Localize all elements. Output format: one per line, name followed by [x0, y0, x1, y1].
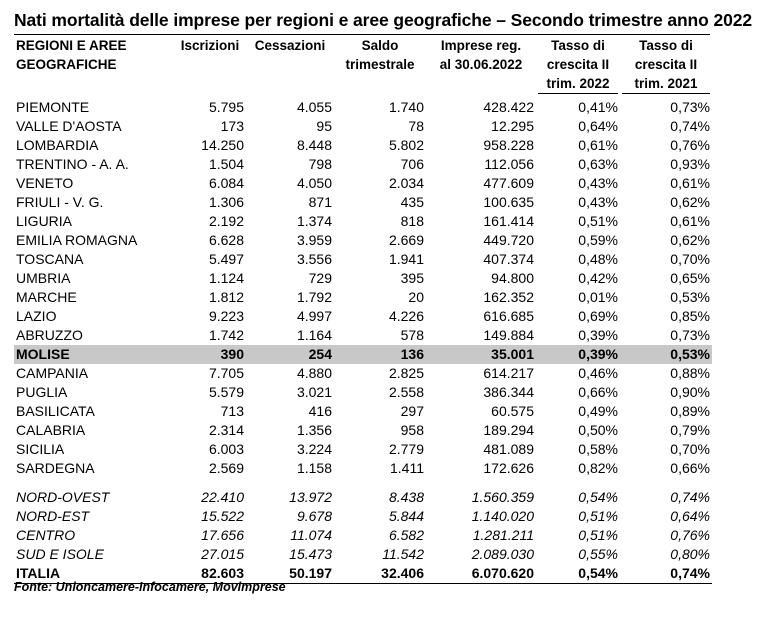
cell-cessazioni: 254: [246, 345, 334, 364]
cell-saldo: 818: [400, 213, 424, 229]
cell-tasso-2022: 0,51%: [578, 508, 618, 524]
table-row: [14, 231, 712, 250]
cell-imprese: 172.626: [483, 460, 534, 476]
cell-tasso-2022: 0,41%: [578, 99, 618, 115]
cell-tasso-2021: 0,73%: [670, 99, 710, 115]
cell-imprese: 189.294: [483, 422, 534, 438]
cell-tasso-2021: 0,89%: [670, 403, 710, 419]
cell-tasso-2021: 0,80%: [670, 546, 710, 562]
cell-cessazioni: 3.021: [296, 384, 332, 400]
cell-tasso-2021: 0,76%: [670, 527, 710, 543]
cell-tasso-2021: 0,79%: [670, 422, 710, 438]
cell-cessazioni: 13.972: [289, 489, 332, 505]
cell-saldo: 1.740: [388, 99, 424, 115]
cell-tasso-2021: 0,90%: [670, 384, 710, 400]
cell-iscrizioni: 1.306: [208, 194, 244, 210]
cell-iscrizioni: 6.003: [208, 441, 244, 457]
cell-tasso-2022: 0,59%: [578, 232, 618, 248]
cell-tasso-2021: 0,65%: [670, 270, 710, 286]
cell-saldo: 1.411: [390, 460, 424, 476]
cell-cessazioni: 4.055: [296, 99, 332, 115]
cell-cessazioni: 9.678: [296, 508, 332, 524]
cell-iscrizioni: 1.812: [208, 289, 244, 305]
cell-imprese: 2.089.030: [471, 546, 534, 562]
cell-imprese: 60.575: [491, 403, 534, 419]
cell-imprese: 386.344: [483, 384, 534, 400]
cell-saldo: 706: [400, 156, 424, 172]
cell-cessazioni: 15.473: [289, 546, 332, 562]
cell-iscrizioni: 1.504: [208, 156, 244, 172]
cell-saldo: 435: [400, 194, 424, 210]
cell-saldo: 11.542: [382, 546, 424, 562]
cell-region-name: CALABRIA: [16, 422, 86, 438]
cell-tasso-2021: 0,93%: [670, 156, 710, 172]
header-tasso-2022: Tasso di crescita II trim. 2022: [536, 36, 620, 94]
cell-iscrizioni: 27.015: [201, 546, 244, 562]
cell-cessazioni: 95: [316, 118, 332, 134]
cell-region-name: LAZIO: [16, 308, 57, 324]
header-iscrizioni: Iscrizioni: [180, 38, 240, 53]
cell-imprese: 614.217: [483, 365, 534, 381]
cell-iscrizioni: 2.569: [208, 460, 244, 476]
cell-tasso-2022: 0,48%: [578, 251, 618, 267]
cell-tasso-2021: 0,61%: [670, 175, 710, 191]
cell-iscrizioni: 17.656: [201, 527, 244, 543]
cell-tasso-2022: 0,54%: [578, 489, 618, 505]
section-spacer: [14, 478, 712, 488]
cell-saldo: 297: [400, 403, 424, 419]
data-table: [14, 36, 712, 584]
cell-tasso-2022: 0,46%: [578, 365, 618, 381]
cell-tasso-2021: 0,74%: [670, 489, 710, 505]
cell-cessazioni: 4.880: [296, 365, 332, 381]
cell-tasso-2022: 0,61%: [578, 137, 618, 153]
cell-tasso-2021: 0,66%: [670, 460, 710, 476]
cell-tasso-2022: 0,49%: [578, 403, 618, 419]
cell-iscrizioni: 2.192: [208, 213, 244, 229]
cell-iscrizioni: 5.795: [208, 99, 244, 115]
table-row: [14, 288, 712, 307]
cell-cessazioni: 3.224: [296, 441, 332, 457]
cell-cessazioni: 798: [308, 156, 332, 172]
cell-iscrizioni: 1.742: [208, 327, 244, 343]
cell-region-name: PUGLIA: [16, 384, 68, 400]
cell-saldo: 32.406: [381, 565, 424, 581]
cell-tasso-2022: 0,01%: [578, 289, 618, 305]
cell-iscrizioni: 2.314: [208, 422, 244, 438]
cell-tasso-2021: 0,74%: [670, 565, 710, 581]
cell-cessazioni: 729: [308, 270, 332, 286]
cell-imprese: 449.720: [483, 232, 534, 248]
cell-region-name: UMBRIA: [16, 270, 71, 286]
cell-tasso-2021: 0,62%: [670, 232, 710, 248]
cell-cessazioni: 8.448: [296, 137, 332, 153]
table-body: [14, 94, 712, 584]
table-row: [14, 250, 712, 269]
cell-iscrizioni: 7.705: [208, 365, 244, 381]
cell-saldo: 20: [408, 289, 424, 305]
cell-saldo: 2.669: [388, 232, 424, 248]
cell-region-name: PIEMONTE: [16, 99, 90, 115]
cell-tasso-2021: 0,73%: [670, 327, 710, 343]
cell-imprese: 477.609: [483, 175, 534, 191]
cell-imprese: 100.635: [483, 194, 534, 210]
cell-iscrizioni: 6.084: [208, 175, 244, 191]
cell-iscrizioni: 713: [220, 403, 244, 419]
cell-iscrizioni: 82.603: [201, 565, 244, 581]
cell-iscrizioni: 15.522: [201, 508, 244, 524]
table-row: [14, 402, 712, 421]
cell-cessazioni: 3.556: [296, 251, 332, 267]
cell-imprese: 149.884: [483, 327, 534, 343]
cell-cessazioni: 1.356: [296, 422, 332, 438]
cell-tasso-2022: 0,43%: [578, 175, 618, 191]
cell-tasso-2022: 0,54%: [578, 565, 618, 581]
table-row: [14, 307, 712, 326]
cell-region-name: SICILIA: [16, 441, 65, 457]
table-row: [14, 136, 712, 155]
cell-region-name: LOMBARDIA: [16, 137, 99, 153]
cell-region-name: NORD-OVEST: [16, 489, 110, 505]
table-row: [14, 193, 712, 212]
cell-saldo: 78: [408, 118, 424, 134]
table-row: [14, 212, 712, 231]
cell-tasso-2022: 0,58%: [578, 441, 618, 457]
cell-region-name: VENETO: [16, 175, 74, 191]
cell-tasso-2022: 0,55%: [578, 546, 618, 562]
cell-cessazioni: 50.197: [289, 565, 332, 581]
cell-cessazioni: 3.959: [296, 232, 332, 248]
cell-imprese: 6.070.620: [471, 565, 534, 581]
cell-iscrizioni: 22.410: [201, 489, 244, 505]
cell-tasso-2022: 0,82%: [578, 460, 618, 476]
cell-tasso-2021: 0,64%: [670, 508, 710, 524]
cell-cessazioni: 1.158: [296, 460, 332, 476]
cell-region-name: MOLISE: [14, 345, 174, 364]
cell-imprese: 112.056: [484, 156, 534, 172]
cell-tasso-2022: 0,50%: [578, 422, 618, 438]
table-row: [14, 345, 712, 364]
cell-imprese: 481.089: [483, 441, 534, 457]
cell-imprese: 958.228: [483, 137, 534, 153]
header-saldo: Saldo trimestrale: [345, 38, 415, 72]
cell-tasso-2021: 0,85%: [670, 308, 710, 324]
table-row: [14, 269, 712, 288]
cell-region-name: CENTRO: [16, 527, 76, 543]
cell-saldo: 2.558: [388, 384, 424, 400]
table-row: [14, 421, 712, 440]
cell-region-name: ABRUZZO: [16, 327, 83, 343]
table-row: [14, 117, 712, 136]
table-row: [14, 155, 712, 174]
table-row: [14, 326, 712, 345]
header-region: REGIONI E AREE GEOGRAFICHE: [16, 38, 127, 72]
cell-region-name: TOSCANA: [16, 251, 84, 267]
cell-tasso-2022: 0,51%: [578, 213, 618, 229]
area-row: [14, 526, 712, 545]
table-row: [14, 98, 712, 117]
cell-cessazioni: 871: [308, 194, 332, 210]
cell-cessazioni: 4.050: [296, 175, 332, 191]
cell-region-name: SARDEGNA: [16, 460, 95, 476]
cell-saldo: 1.941: [388, 251, 424, 267]
cell-cessazioni: 1.374: [296, 213, 332, 229]
cell-saldo: 136: [334, 345, 426, 364]
cell-imprese: 161.414: [483, 213, 534, 229]
cell-iscrizioni: 6.628: [208, 232, 244, 248]
cell-imprese: 616.685: [483, 308, 534, 324]
header-cessazioni: Cessazioni: [254, 38, 326, 53]
cell-imprese: 94.800: [491, 270, 534, 286]
cell-saldo: 2.034: [388, 175, 424, 191]
cell-region-name: FRIULI - V. G.: [16, 194, 104, 210]
cell-tasso-2021: 0,70%: [670, 251, 710, 267]
cell-cessazioni: 4.997: [296, 308, 332, 324]
title-rule: [14, 34, 710, 35]
table-header: [14, 36, 712, 94]
cell-iscrizioni: 390: [174, 345, 246, 364]
cell-tasso-2021: 0,76%: [670, 137, 710, 153]
table-row: [14, 364, 712, 383]
area-row: [14, 507, 712, 526]
table-row: [14, 174, 712, 193]
cell-cessazioni: 416: [308, 403, 332, 419]
cell-imprese: 428.422: [483, 99, 534, 115]
source-note: Fonte: Unioncamere-Infocamere, Movimprese: [14, 580, 286, 594]
cell-cessazioni: 1.792: [296, 289, 332, 305]
cell-saldo: 8.438: [388, 489, 424, 505]
cell-tasso-2022: 0,39%: [578, 327, 618, 343]
cell-tasso-2021: 0,70%: [670, 441, 710, 457]
cell-region-name: NORD-EST: [16, 508, 90, 524]
cell-iscrizioni: 5.579: [208, 384, 244, 400]
cell-region-name: EMILIA ROMAGNA: [16, 232, 138, 248]
cell-tasso-2021: 0,74%: [670, 118, 710, 134]
cell-iscrizioni: 9.223: [208, 308, 244, 324]
cell-tasso-2021: 0,53%: [620, 345, 712, 364]
cell-saldo: 6.582: [388, 527, 424, 543]
cell-saldo: 2.825: [388, 365, 424, 381]
cell-region-name: CAMPANIA: [16, 365, 89, 381]
cell-region-name: VALLE D'AOSTA: [16, 118, 122, 134]
cell-tasso-2022: 0,43%: [578, 194, 618, 210]
cell-tasso-2021: 0,88%: [670, 365, 710, 381]
cell-tasso-2021: 0,61%: [670, 213, 710, 229]
cell-region-name: LIGURIA: [16, 213, 73, 229]
cell-imprese: 12.295: [491, 118, 534, 134]
cell-saldo: 395: [400, 270, 424, 286]
cell-tasso-2022: 0,42%: [578, 270, 618, 286]
cell-tasso-2022: 0,69%: [578, 308, 618, 324]
cell-imprese: 35.001: [426, 345, 536, 364]
cell-iscrizioni: 14.250: [201, 137, 244, 153]
table-row: [14, 459, 712, 478]
table-row: [14, 440, 712, 459]
cell-tasso-2021: 0,53%: [670, 289, 710, 305]
cell-imprese: 1.140.020: [471, 508, 534, 524]
cell-tasso-2022: 0,39%: [536, 345, 620, 364]
cell-iscrizioni: 173: [220, 118, 244, 134]
cell-saldo: 958: [400, 422, 424, 438]
table-title: Nati mortalità delle imprese per regioni e aree geografiche – Secondo trimestre anno 2022: [14, 10, 753, 30]
cell-saldo: 578: [400, 327, 424, 343]
cell-region-name: ITALIA: [16, 565, 61, 581]
cell-cessazioni: 11.074: [290, 527, 332, 543]
cell-imprese: 1.281.211: [472, 527, 534, 543]
cell-tasso-2022: 0,64%: [578, 118, 618, 134]
cell-region-name: MARCHE: [16, 289, 77, 305]
area-row: [14, 488, 712, 507]
cell-imprese: 1.560.359: [471, 489, 534, 505]
header-imprese: Imprese reg. al 30.06.2022: [439, 38, 523, 72]
cell-cessazioni: 1.164: [296, 327, 332, 343]
cell-region-name: BASILICATA: [16, 403, 95, 419]
cell-region-name: TRENTINO - A. A.: [16, 156, 129, 172]
cell-tasso-2021: 0,62%: [670, 194, 710, 210]
cell-region-name: SUD E ISOLE: [16, 546, 104, 562]
table-row: [14, 383, 712, 402]
cell-saldo: 5.802: [388, 137, 424, 153]
cell-saldo: 4.226: [388, 308, 424, 324]
cell-tasso-2022: 0,63%: [578, 156, 618, 172]
cell-imprese: 407.374: [483, 251, 534, 267]
cell-iscrizioni: 1.124: [208, 270, 244, 286]
cell-imprese: 162.352: [483, 289, 534, 305]
header-tasso-2021: Tasso di crescita II trim. 2021: [620, 36, 712, 94]
cell-saldo: 5.844: [388, 508, 424, 524]
cell-tasso-2022: 0,51%: [578, 527, 618, 543]
area-row: [14, 545, 712, 564]
cell-iscrizioni: 5.497: [208, 251, 244, 267]
cell-tasso-2022: 0,66%: [578, 384, 618, 400]
cell-saldo: 2.779: [388, 441, 424, 457]
